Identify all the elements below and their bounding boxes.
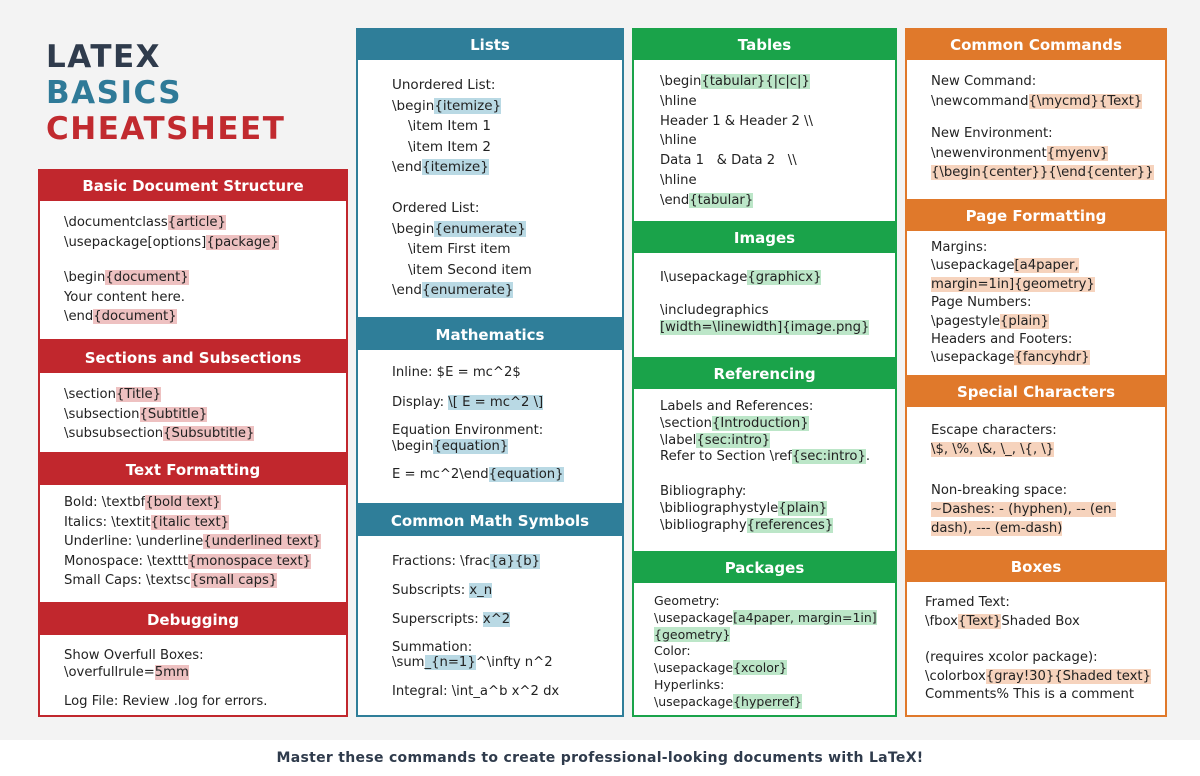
code-line: \section{Title} (64, 387, 161, 402)
tables-header: Tables (634, 30, 895, 60)
code-line: New Command: (931, 74, 1037, 89)
referencing-header: Referencing (634, 359, 895, 389)
images-card (632, 221, 897, 359)
code-line: ~Dashes: - (hyphen), -- (en- (931, 502, 1117, 517)
tables-card (632, 28, 897, 223)
common-commands-card (905, 28, 1167, 201)
boxes-header: Boxes (907, 552, 1165, 582)
code-line: \hline (660, 133, 697, 149)
code-line: Refer to Section \ref{sec:intro}. (660, 449, 871, 465)
code-line: Small Caps: \textsc{small caps} (64, 573, 278, 588)
code-line: \end{tabular} (660, 192, 754, 208)
code-line: {\begin{center}}{\end{center}} (931, 165, 1154, 180)
code-line: I\usepackage{graphicx} (660, 270, 822, 285)
lists-card (356, 28, 624, 319)
code-line: Your content here. (64, 289, 185, 305)
code-line: New Environment: (931, 126, 1053, 141)
code-line: Labels and References: (660, 399, 814, 414)
code-line: Framed Text: (925, 595, 1010, 610)
code-line: \hline (660, 172, 697, 188)
code-line: \usepackage[options]{package} (64, 234, 279, 250)
packages-header: Packages (634, 553, 895, 583)
code-line: Inline: $E = mc^2$ (392, 365, 521, 380)
common-commands-header: Common Commands (907, 30, 1165, 60)
code-line: \subsection{Subtitle} (64, 406, 208, 422)
basic-structure-header: Basic Document Structure (40, 171, 346, 201)
code-line: [width=\linewidth]{image.png} (660, 320, 870, 335)
code-line: Page Numbers: (931, 295, 1032, 311)
code-line: Log File: Review .log for errors. (64, 694, 268, 709)
code-line: Non-breaking space: (931, 483, 1068, 498)
lists-header: Lists (358, 30, 622, 60)
code-line: \item Item 1 (408, 118, 491, 135)
code-line: Fractions: \frac{a}{b} (392, 554, 541, 569)
sections-card (38, 341, 348, 454)
boxes-card (905, 550, 1167, 717)
title-line-3: CHEATSHEET (46, 111, 286, 147)
code-line: Subscripts: x_n (392, 583, 493, 598)
special-chars-header: Special Characters (907, 377, 1165, 407)
images-header: Images (634, 223, 895, 253)
code-line: Bold: \textbf{bold text} (64, 495, 221, 510)
code-line: {geometry} (654, 626, 731, 642)
code-line: \usepackage[a4paper, (931, 258, 1079, 274)
code-line: \item Item 2 (408, 138, 491, 155)
sections-header: Sections and Subsections (40, 343, 346, 373)
code-line: \label{sec:intro} (660, 432, 771, 448)
code-line: \documentclass{article} (64, 215, 226, 230)
code-line: E = mc^2\end{equation} (392, 467, 564, 482)
code-line: Show Overfull Boxes: (64, 648, 204, 663)
page-formatting-card (905, 199, 1167, 377)
math-symbols-header: Common Math Symbols (358, 506, 622, 536)
code-line: Equation Environment: (392, 423, 544, 438)
math-symbols-card (356, 504, 624, 717)
code-line: dash), --- (em-dash) (931, 521, 1063, 536)
footer-tagline: Master these commands to create professional-looking documents with LaTeX! (0, 740, 1200, 776)
code-line: Geometry: (654, 593, 720, 608)
code-line: Integral: \int_a^b x^2 dx (392, 684, 560, 699)
text-formatting-card (38, 453, 348, 604)
code-line: Header 1 & Header 2 \\ (660, 113, 813, 129)
code-line: \begin{tabular}{|c|c|} (660, 74, 810, 89)
code-line: Headers and Footers: (931, 332, 1073, 348)
code-line: \includegraphics (660, 303, 769, 318)
special-chars-card (905, 375, 1167, 552)
code-line: Summation: (392, 640, 473, 655)
text-formatting-header: Text Formatting (40, 455, 346, 485)
code-line: \hline (660, 93, 697, 109)
debugging-card (38, 603, 348, 717)
page-formatting-header: Page Formatting (907, 201, 1165, 231)
title-line-1: LATEX (46, 39, 162, 75)
referencing-card (632, 357, 897, 553)
code-line: \subsubsection{Subsubtitle} (64, 426, 255, 441)
debugging-header: Debugging (40, 605, 346, 635)
code-line: \end{itemize} (392, 159, 489, 176)
basic-structure-card (38, 169, 348, 341)
code-line: \bibliography{references} (660, 517, 834, 533)
code-line: \newenvironment{myenv} (931, 145, 1109, 161)
code-line: \overfullrule=5mm (64, 665, 189, 680)
code-line: Underline: \underline{underlined text} (64, 534, 322, 549)
code-line: Data 1 & Data 2 \\ (660, 153, 797, 169)
code-line: Margins: (931, 240, 988, 255)
mathematics-header: Mathematics (358, 320, 622, 350)
code-line: \begin{equation} (392, 439, 509, 454)
code-line: \begin{document} (64, 270, 189, 285)
mathematics-card (356, 318, 624, 505)
code-line: Display: \[ E = mc^2 \] (392, 395, 544, 410)
code-line: Hyperlinks: (654, 676, 725, 692)
code-line: Color: (654, 643, 691, 659)
code-line: \usepackage[a4paper, margin=1in] (654, 609, 877, 625)
code-line: Italics: \textit{italic text} (64, 514, 230, 530)
code-line: \begin{itemize} (392, 97, 502, 114)
code-line: \sum_{n=1}^\infty n^2 (392, 655, 553, 670)
code-line: \bibliographystyle{plain} (660, 500, 828, 516)
code-line: \newcommand{\mycmd}{Text} (931, 93, 1143, 109)
cheatsheet-title (46, 39, 286, 150)
code-line: \usepackage{fancyhdr} (931, 350, 1090, 366)
title-line-2: BASICS (46, 75, 183, 111)
code-line: margin=1in]{geometry} (931, 276, 1095, 292)
code-line: \usepackage{xcolor} (654, 660, 787, 676)
code-line: Bibliography: (660, 484, 747, 500)
code-line: \end{document} (64, 309, 177, 324)
code-line: \fbox{Text}Shaded Box (925, 613, 1080, 629)
code-line: Unordered List: (392, 77, 496, 93)
code-line: Comments% This is a comment (925, 687, 1134, 702)
code-line: Ordered List: (392, 199, 480, 216)
code-line: \pagestyle{plain} (931, 313, 1049, 329)
code-line: \end{enumerate} (392, 282, 514, 299)
code-line: \section{Introduction} (660, 415, 809, 431)
code-line: \colorbox{gray!30}{Shaded text} (925, 668, 1151, 684)
packages-card (632, 551, 897, 717)
code-line: Superscripts: x^2 (392, 612, 511, 627)
code-line: (requires xcolor package): (925, 650, 1098, 665)
code-line: Escape characters: (931, 423, 1057, 438)
code-line: \item Second item (408, 261, 532, 278)
code-line: \item First item (408, 241, 511, 258)
code-line: Monospace: \texttt{monospace text} (64, 553, 312, 569)
code-line: \$, \%, \&, \_, \{, \} (931, 442, 1055, 457)
code-line: \usepackage{hyperref} (654, 693, 802, 709)
code-line: \begin{enumerate} (392, 220, 526, 237)
